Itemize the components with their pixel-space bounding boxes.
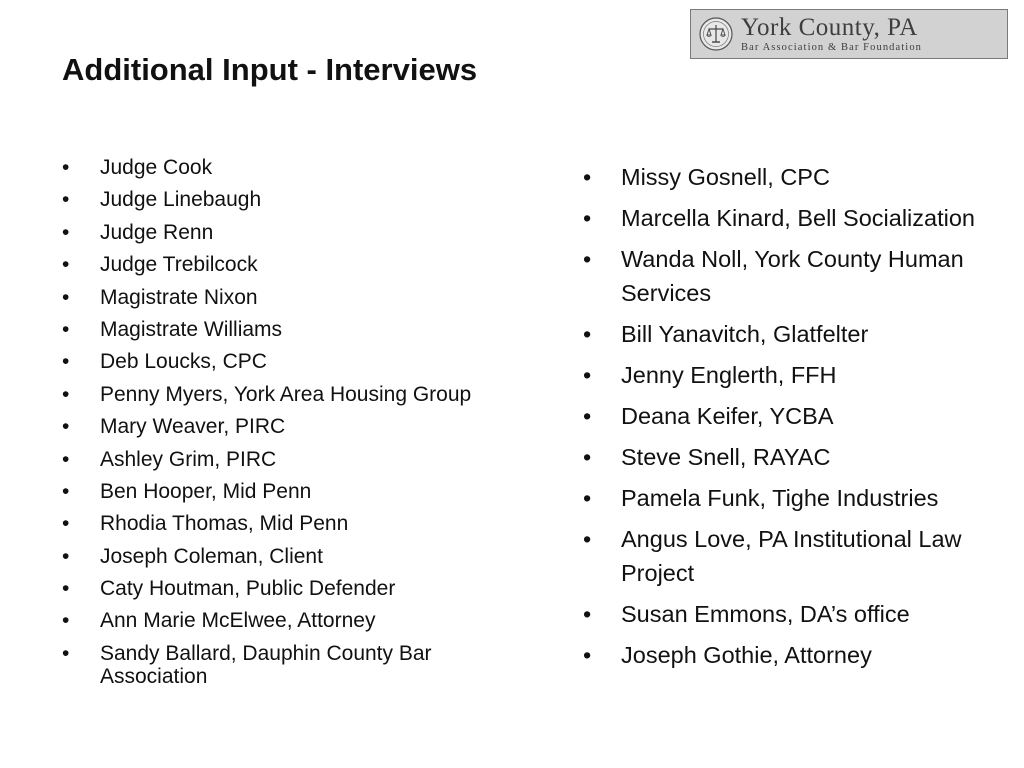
list-item: • Pamela Funk, Tighe Industries [583,481,1008,515]
list-item: • Joseph Coleman, Client [62,545,542,568]
list-item: • Magistrate Williams [62,318,542,341]
list-item: • Mary Weaver, PIRC [62,415,542,438]
scales-of-justice-seal-icon [699,17,733,51]
list-item: • Magistrate Nixon [62,286,542,309]
right-interviewee-list [583,160,1008,679]
left-interviewee-list [62,156,542,697]
logo-title: York County, PA [741,13,918,41]
list-item: • Deb Loucks, CPC [62,350,542,373]
york-county-bar-logo [690,9,1008,59]
slide-title: Additional Input - Interviews [62,52,478,87]
list-item: • Caty Houtman, Public Defender [62,577,542,600]
list-item: • Judge Renn [62,221,542,244]
list-item: • Missy Gosnell, CPC [583,160,1008,194]
list-item: • Steve Snell, RAYAC [583,440,1008,474]
list-item: • Sandy Ballard, Dauphin County Bar Association [62,642,542,688]
list-item: • Jenny Englerth, FFH [583,358,1008,392]
list-item: • Ashley Grim, PIRC [62,448,542,471]
list-item: • Deana Keifer, YCBA [583,399,1008,433]
list-item: • Wanda Noll, York County Human Services [583,242,1008,310]
list-item: • Penny Myers, York Area Housing Group [62,383,542,406]
list-item: • Ann Marie McElwee, Attorney [62,609,542,632]
list-item: • Judge Linebaugh [62,188,542,211]
list-item: • Judge Trebilcock [62,253,542,276]
list-item: • Judge Cook [62,156,542,179]
list-item: • Susan Emmons, DA’s office [583,597,1008,631]
logo-subtitle: Bar Association & Bar Foundation [741,41,923,53]
list-item: • Bill Yanavitch, Glatfelter [583,317,1008,351]
list-item: • Ben Hooper, Mid Penn [62,480,542,503]
list-item: • Joseph Gothie, Attorney [583,638,1008,672]
list-item: • Angus Love, PA Institutional Law Project [583,522,1008,590]
list-item: • Marcella Kinard, Bell Socialization [583,201,1008,235]
list-item: • Rhodia Thomas, Mid Penn [62,512,542,535]
